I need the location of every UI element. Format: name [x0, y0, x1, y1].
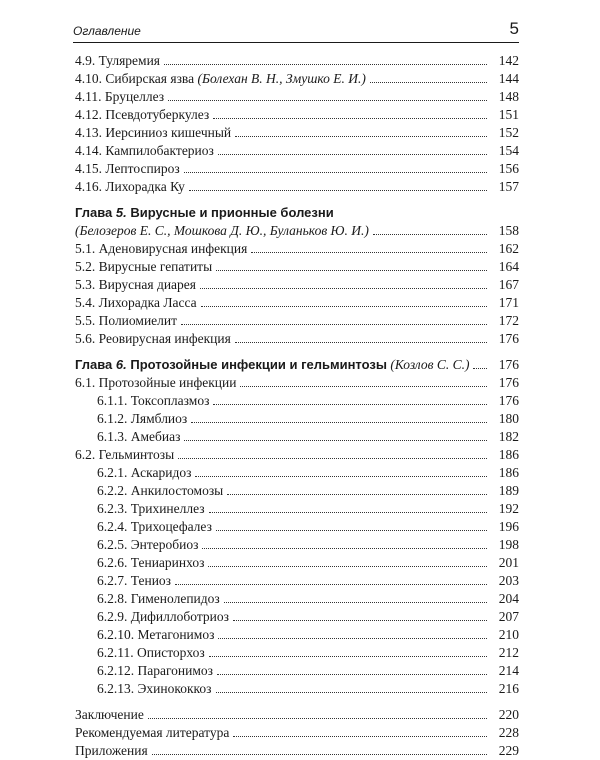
chapter-6-heading[interactable]: Глава 6. Протозойные инфекции и гельминтозы (Козлов С. С.) 176 [75, 357, 519, 372]
leader-dots [200, 288, 487, 289]
leader-dots [224, 602, 487, 603]
leader-dots [251, 252, 487, 253]
toc-entry-appendices[interactable]: Приложения 229 [75, 743, 519, 758]
toc-entry-6-2-12[interactable]: 6.2.12. Парагонимоз 214 [97, 663, 519, 678]
chapter-5-authors-row[interactable] [75, 222, 519, 240]
toc-entry-6-2-4[interactable]: 6.2.4. Трихоцефалез 196 [97, 519, 519, 534]
toc-page: 176 [498, 393, 519, 408]
toc-entry-5-3[interactable]: 5.3. Вирусная диарея 167 [75, 277, 519, 292]
leader-dots [195, 476, 487, 477]
toc-page: 229 [498, 743, 519, 758]
leader-dots [213, 118, 487, 119]
toc-page: 214 [498, 663, 519, 678]
leader-dots [168, 100, 487, 101]
spacer [75, 348, 519, 356]
leader-dots [175, 584, 487, 585]
leader-dots [181, 324, 487, 325]
leader-dots [184, 172, 487, 173]
toc-entry-5-4[interactable]: 5.4. Лихорадка Ласса 171 [75, 295, 519, 310]
toc-entry-6-2[interactable]: 6.2. Гельминтозы 186 [75, 447, 519, 462]
toc-page: 157 [498, 179, 519, 194]
toc-entry-6-1[interactable]: 6.1. Протозойные инфекции 176 [75, 375, 519, 390]
toc-entry-5-2[interactable]: 5.2. Вирусные гепатиты 164 [75, 259, 519, 274]
toc-page: 186 [498, 447, 519, 462]
toc-page: 151 [498, 107, 519, 122]
toc-page: 176 [498, 375, 519, 390]
toc-page: 152 [498, 125, 519, 140]
toc-entry-4-9[interactable]: 4.9. Туляремия 142 [75, 53, 519, 68]
toc-page: 154 [498, 143, 519, 158]
toc-page: 182 [498, 429, 519, 444]
toc-page: 196 [498, 519, 519, 534]
toc-page: 167 [498, 277, 519, 292]
toc-page: 142 [498, 53, 519, 68]
chapter-title: Протозойные инфекции и гельминтозы [130, 357, 387, 372]
toc-entry-6-2-7[interactable]: 6.2.7. Тениоз 203 [97, 573, 519, 588]
toc-page: 204 [498, 591, 519, 606]
toc-entry-6-1-3[interactable]: 6.1.3. Амебиаз 182 [97, 429, 519, 444]
leader-dots [208, 566, 487, 567]
toc-page: 228 [498, 725, 519, 740]
toc-page: 148 [498, 89, 519, 104]
toc-entry-5-1[interactable]: 5.1. Аденовирусная инфекция 162 [75, 241, 519, 256]
toc-entry-6-2-2[interactable]: 6.2.2. Анкилостомозы 189 [97, 483, 519, 498]
toc-page: 176 [498, 357, 519, 372]
toc-entry-6-2-11[interactable]: 6.2.11. Описторхоз 212 [97, 645, 519, 660]
toc-entry-6-2-10[interactable]: 6.2.10. Метагонимоз 210 [97, 627, 519, 642]
toc-entry-6-1-2[interactable]: 6.1.2. Лямблиоз 180 [97, 411, 519, 426]
leader-dots [235, 342, 487, 343]
toc-entry-literature[interactable]: Рекомендуемая литература 228 [75, 725, 519, 740]
toc-page: 201 [498, 555, 519, 570]
leader-dots [216, 692, 488, 693]
chapter-5-heading[interactable]: Глава 5. Вирусные и прионные болезни [75, 205, 334, 220]
leader-dots [218, 638, 487, 639]
leader-dots [191, 422, 487, 423]
leader-dots [152, 754, 487, 755]
toc-entry-6-2-3[interactable]: 6.2.3. Трихинеллез 192 [97, 501, 519, 516]
toc-page: 189 [498, 483, 519, 498]
leader-dots [201, 306, 487, 307]
leader-dots [213, 404, 487, 405]
leader-dots [209, 656, 487, 657]
toc-page: 144 [498, 71, 519, 86]
leader-dots [189, 190, 487, 191]
leader-dots [216, 530, 487, 531]
leader-dots [218, 154, 487, 155]
toc-entry-4-16[interactable]: 4.16. Лихорадка Ку 157 [75, 179, 519, 194]
toc-entry-6-2-13[interactable]: 6.2.13. Эхинококкоз 216 [97, 681, 519, 696]
leader-dots [240, 386, 487, 387]
toc-page: 212 [498, 645, 519, 660]
toc-entry-conclusion[interactable]: Заключение 220 [75, 707, 519, 722]
toc-authors: (Болехан В. Н., Змушко Е. И.) [197, 71, 366, 86]
toc-entry-6-2-9[interactable]: 6.2.9. Дифиллоботриоз 207 [97, 609, 519, 624]
toc-entry-6-2-8[interactable]: 6.2.8. Гименолепидоз 204 [97, 591, 519, 606]
toc-page: 162 [498, 241, 519, 256]
leader-dots [233, 620, 487, 621]
running-header-title: Оглавление [73, 24, 141, 38]
leader-dots [373, 234, 487, 235]
toc-page: 180 [498, 411, 519, 426]
leader-dots [164, 64, 487, 65]
table-of-contents [75, 52, 519, 760]
leader-dots [209, 512, 487, 513]
header-rule [73, 42, 519, 43]
toc-page: 172 [498, 313, 519, 328]
toc-page: 220 [498, 707, 519, 722]
toc-page: 164 [498, 259, 519, 274]
toc-authors: (Козлов С. С.) [390, 357, 470, 372]
spacer [75, 698, 519, 706]
toc-page: 216 [498, 681, 519, 696]
leader-dots [184, 440, 487, 441]
toc-page: 198 [498, 537, 519, 552]
chapter-title: Вирусные и прионные болезни [130, 205, 334, 220]
toc-page: 203 [498, 573, 519, 588]
toc-page: 210 [498, 627, 519, 642]
running-header [73, 18, 519, 42]
toc-entry-6-2-1[interactable]: 6.2.1. Аскаридоз 186 [97, 465, 519, 480]
leader-dots [216, 270, 487, 271]
toc-entry-4-12[interactable]: 4.12. Псевдотуберкулез 151 [75, 107, 519, 122]
toc-entry-4-14[interactable]: 4.14. Кампилобактериоз 154 [75, 143, 519, 158]
toc-entry-4-15[interactable]: 4.15. Лептоспироз 156 [75, 161, 519, 176]
toc-entry-6-2-6[interactable]: 6.2.6. Тениаринхоз 201 [97, 555, 519, 570]
toc-entry-4-10[interactable]: 4.10. Сибирская язва (Болехан В. Н., Змушко Е. И.) 144 [75, 71, 519, 86]
leader-dots [473, 368, 487, 369]
leader-dots [235, 136, 487, 137]
toc-page: 186 [498, 465, 519, 480]
toc-entry-6-2-5[interactable]: 6.2.5. Энтеробиоз 198 [97, 537, 519, 552]
toc-page: 171 [498, 295, 519, 310]
toc-entry-5-6[interactable]: 5.6. Реовирусная инфекция 176 [75, 331, 519, 346]
leader-dots [370, 82, 487, 83]
toc-entry-4-13[interactable]: 4.13. Иерсиниоз кишечный 152 [75, 125, 519, 140]
leader-dots [178, 458, 487, 459]
leader-dots [202, 548, 487, 549]
toc-page: 192 [498, 501, 519, 516]
toc-entry-4-11[interactable]: 4.11. Бруцеллез 148 [75, 89, 519, 104]
leader-dots [217, 674, 487, 675]
toc-page: 158 [498, 223, 519, 238]
toc-entry-6-1-1[interactable]: 6.1.1. Токсоплазмоз 176 [97, 393, 519, 408]
leader-dots [227, 494, 487, 495]
toc-page: 176 [498, 331, 519, 346]
toc-entry-5-5[interactable]: 5.5. Полиомиелит 172 [75, 313, 519, 328]
leader-dots [233, 736, 487, 737]
toc-page: 207 [498, 609, 519, 624]
leader-dots [148, 718, 487, 719]
page-number: 5 [509, 19, 519, 38]
toc-authors: (Белозеров Е. С., Мошкова Д. Ю., Буланьков Ю. И.) [75, 223, 369, 238]
toc-page: 156 [498, 161, 519, 176]
